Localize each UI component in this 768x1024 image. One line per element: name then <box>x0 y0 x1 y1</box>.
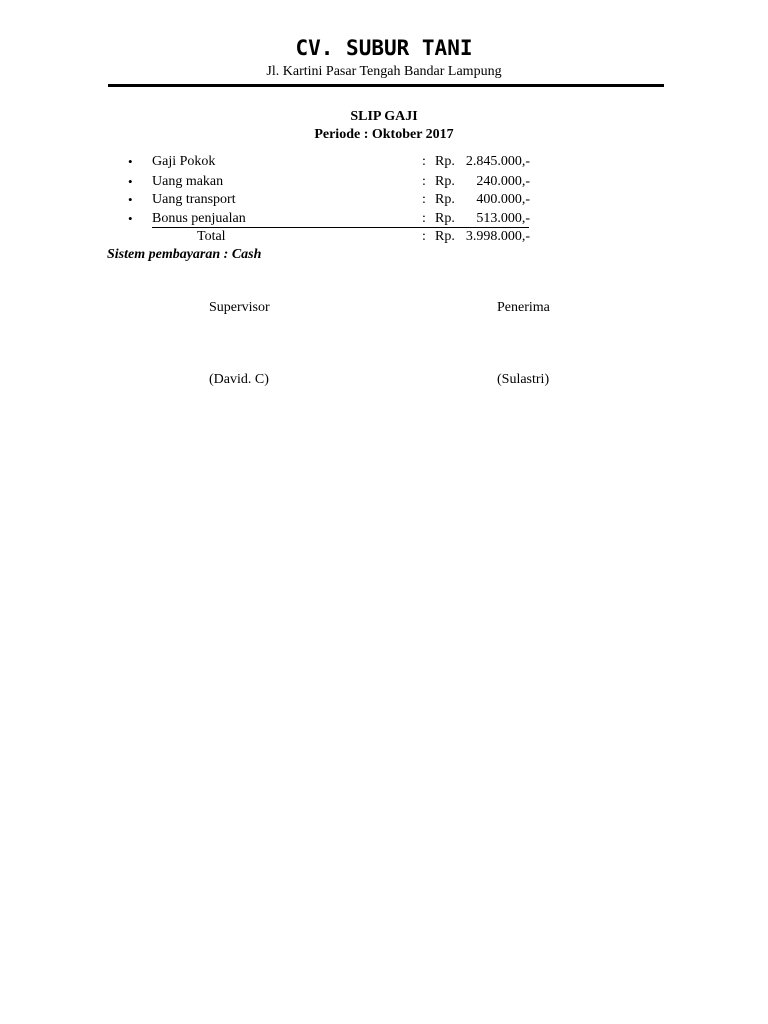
signature-name-supervisor: (David. C) <box>209 372 269 387</box>
signature-role-recipient: Penerima <box>497 300 550 315</box>
item-label: Bonus penjualan <box>152 211 246 226</box>
signature-name-recipient: (Sulastri) <box>497 372 550 387</box>
item-colon: : <box>422 174 426 189</box>
item-colon: : <box>422 154 426 169</box>
subtotal-underline <box>152 227 529 228</box>
total-currency: Rp. <box>435 229 455 244</box>
item-currency: Rp. <box>435 192 455 207</box>
company-address: Jl. Kartini Pasar Tengah Bandar Lampung <box>266 64 502 79</box>
item-colon: : <box>422 211 426 226</box>
company-name: CV. SUBUR TANI <box>295 36 473 60</box>
signature-role-supervisor: Supervisor <box>209 300 270 315</box>
item-currency: Rp. <box>435 211 455 226</box>
payment-method: Sistem pembayaran : Cash <box>107 247 262 262</box>
item-label: Gaji Pokok <box>152 154 216 169</box>
slip-title: SLIP GAJI <box>350 109 418 124</box>
slip-period: Periode : Oktober 2017 <box>314 127 454 142</box>
item-label: Uang makan <box>152 174 224 189</box>
item-amount: 240.000,- <box>476 174 530 189</box>
bullet-icon: • <box>128 174 133 189</box>
header-divider <box>108 84 664 87</box>
item-amount: 513.000,- <box>476 211 530 226</box>
bullet-icon: • <box>128 154 133 169</box>
item-currency: Rp. <box>435 174 455 189</box>
item-currency: Rp. <box>435 154 455 169</box>
item-colon: : <box>422 192 426 207</box>
bullet-icon: • <box>128 211 133 226</box>
item-amount: 2.845.000,- <box>465 154 530 169</box>
total-amount: 3.998.000,- <box>465 229 530 244</box>
total-label: Total <box>197 229 226 244</box>
item-label: Uang transport <box>152 192 236 207</box>
total-colon: : <box>422 229 426 244</box>
item-amount: 400.000,- <box>476 192 530 207</box>
bullet-icon: • <box>128 192 133 207</box>
